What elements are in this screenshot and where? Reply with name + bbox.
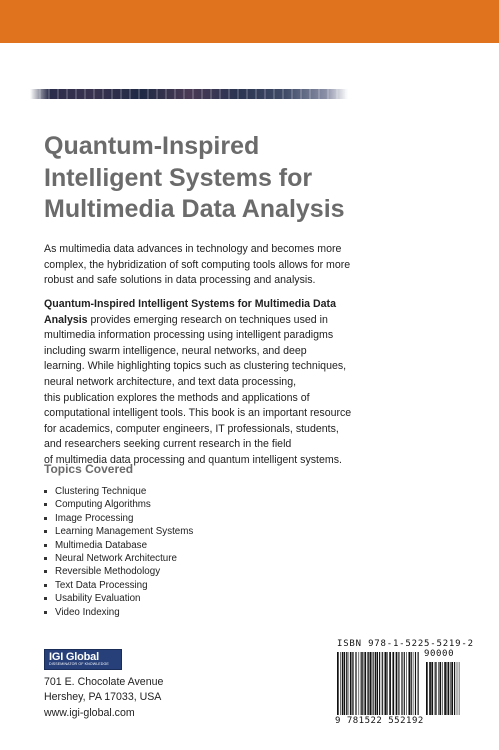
topic-label: Multimedia Database: [55, 539, 148, 551]
isbn-text: ISBN 978-1-5225-5219-2: [337, 639, 474, 649]
barcode-bar: [442, 662, 443, 715]
publisher-logo-text: IGI Global: [49, 651, 99, 663]
address-line: 701 E. Chocolate Avenue: [44, 676, 164, 688]
topic-item: [44, 485, 193, 498]
barcode-addon-digits: 90000: [424, 649, 455, 659]
topic-item: [44, 606, 193, 619]
barcode-bar: [379, 652, 380, 715]
barcode-bar: [459, 662, 460, 715]
topics-heading: Topics Covered: [44, 462, 134, 476]
barcode-bar: [450, 662, 451, 715]
barcode-bar: [413, 652, 414, 715]
barcode-bar: [436, 662, 437, 715]
topic-label: Neural Network Architecture: [55, 553, 177, 565]
barcode-bar: [348, 652, 349, 715]
barcode-bar: [375, 652, 377, 715]
bullet-icon: [44, 490, 47, 493]
barcode-bar: [426, 662, 428, 715]
description-paragraph: [44, 297, 464, 469]
title-line: Intelligent Systems for: [44, 163, 313, 192]
topic-item: [44, 539, 193, 552]
description-bold-title: Quantum-Inspired Intelligent Systems for Multimedia Data: [44, 298, 336, 310]
publisher-logo-tagline: DISSEMINATOR OF KNOWLEDGE: [49, 662, 109, 666]
bullet-icon: [44, 503, 47, 506]
topic-label: Usability Evaluation: [55, 593, 141, 605]
publisher-address: [44, 675, 163, 721]
barcode-bar: [377, 652, 378, 715]
description-line: and researchers seeking current research in the field: [44, 438, 292, 451]
description-line: computational intelligent tools. This book is an important resource: [44, 407, 352, 420]
barcode-bar: [451, 662, 453, 715]
barcode-bar: [361, 652, 362, 715]
topic-item: [44, 552, 193, 565]
barcode-bar: [362, 652, 363, 715]
barcode-bar: [346, 652, 347, 715]
barcode-bar: [373, 652, 374, 715]
top-color-band: [0, 0, 499, 43]
description-line: for academics, computer engineers, IT professionals, students,: [44, 422, 339, 435]
barcode-bar: [355, 652, 356, 715]
topic-label: Reversible Methodology: [55, 566, 161, 578]
barcode-bar: [382, 652, 383, 715]
barcode-ean-digits: 9 781522 552192: [335, 716, 424, 726]
barcode-bar: [418, 652, 419, 715]
description-text: provides emerging research on techniques used in: [87, 313, 328, 326]
topic-label: Text Data Processing: [55, 579, 148, 591]
barcode-bar: [401, 652, 402, 715]
barcode-bar: [431, 662, 433, 715]
topic-item: [44, 512, 193, 525]
description-bold-title-end: Analysis: [44, 313, 88, 326]
barcode-bar: [350, 652, 351, 715]
barcode-bar: [457, 662, 458, 715]
barcode-bar: [398, 652, 399, 715]
topic-label: Computing Algorithms: [55, 499, 151, 511]
barcode-bar: [364, 652, 366, 715]
barcode-bar: [389, 652, 391, 715]
description-line: of multimedia data processing and quantum intelligent systems.: [44, 453, 342, 466]
barcode-bar: [370, 652, 372, 715]
barcode-bar: [429, 662, 431, 715]
title-line: Quantum-Inspired: [44, 132, 260, 160]
barcode-bar: [392, 652, 394, 715]
barcode-bar: [337, 652, 339, 715]
barcode-bar: [384, 652, 385, 715]
barcode-bar: [438, 662, 439, 715]
bullet-icon: [44, 611, 47, 614]
barcode-bar: [446, 662, 447, 715]
intro-paragraph: [44, 242, 464, 289]
publisher-logo: [44, 649, 122, 670]
description-line: neural network architecture, and text data processing,: [44, 375, 297, 388]
description-line: multimedia information processing using intelligent paradigms: [44, 329, 334, 342]
bullet-icon: [44, 570, 47, 573]
barcode-bar: [448, 662, 450, 715]
barcode-bar: [396, 652, 398, 715]
barcode-bar: [439, 662, 441, 715]
barcode-bar: [406, 652, 407, 715]
barcode-bar: [359, 652, 360, 715]
barcode-bar: [444, 662, 446, 715]
bullet-icon: [44, 517, 47, 520]
topic-label: Clustering Technique: [55, 486, 147, 497]
barcode-bar: [344, 652, 345, 715]
address-line: Hershey, PA 17033, USA: [44, 691, 162, 704]
intro-line: As multimedia data advances in technology and becomes more: [44, 243, 342, 255]
barcode-bar: [435, 662, 436, 715]
intro-line: complex, the hybridization of soft computing tools allows for more: [44, 258, 351, 271]
bullet-icon: [44, 530, 47, 533]
bullet-icon: [44, 584, 47, 587]
barcode-bar: [411, 652, 412, 715]
barcode-bar: [385, 652, 387, 715]
description-line: this publication explores the methods and applications of: [44, 391, 310, 404]
description-line: learning. While highlighting topics such as clustering techniques,: [44, 360, 347, 373]
description-line: [44, 313, 464, 329]
topic-item: [44, 579, 193, 592]
intro-line: robust and safe solutions in data processing and analysis.: [44, 274, 316, 287]
barcode-bar: [404, 652, 405, 715]
bullet-icon: [44, 544, 47, 547]
decorative-image-strip: [30, 89, 348, 99]
topic-label: Video Indexing: [55, 606, 120, 618]
barcode-bar: [368, 652, 369, 715]
barcode-addon-bars: [426, 662, 460, 715]
topics-list: [44, 485, 193, 619]
bullet-icon: [44, 597, 47, 600]
topic-item: [44, 565, 193, 578]
topic-item: [44, 592, 193, 605]
barcode-bar: [402, 652, 403, 715]
description-line: [44, 297, 464, 313]
topic-label: Learning Management Systems: [55, 526, 194, 538]
topic-label: Image Processing: [55, 512, 134, 524]
publisher-url: www.igi-global.com: [44, 706, 135, 719]
topic-item: [44, 525, 193, 538]
barcode-bar: [356, 652, 357, 715]
barcode-bar: [387, 652, 388, 715]
barcode-bar: [353, 652, 354, 715]
barcode-bar: [408, 652, 410, 715]
title-line: Multimedia Data Analysis: [44, 195, 345, 223]
barcode-bar: [342, 652, 344, 715]
barcode-bar: [454, 662, 455, 715]
barcode-bar: [415, 652, 416, 715]
description-line: including swarm intelligence, neural networks, and deep: [44, 344, 307, 357]
barcode-bar: [340, 652, 341, 715]
bullet-icon: [44, 557, 47, 560]
barcode-bar: [367, 652, 368, 715]
barcode-bar: [352, 652, 353, 715]
book-title: [44, 131, 464, 226]
topic-item: [44, 498, 193, 511]
barcode-main-bars: [337, 652, 419, 715]
